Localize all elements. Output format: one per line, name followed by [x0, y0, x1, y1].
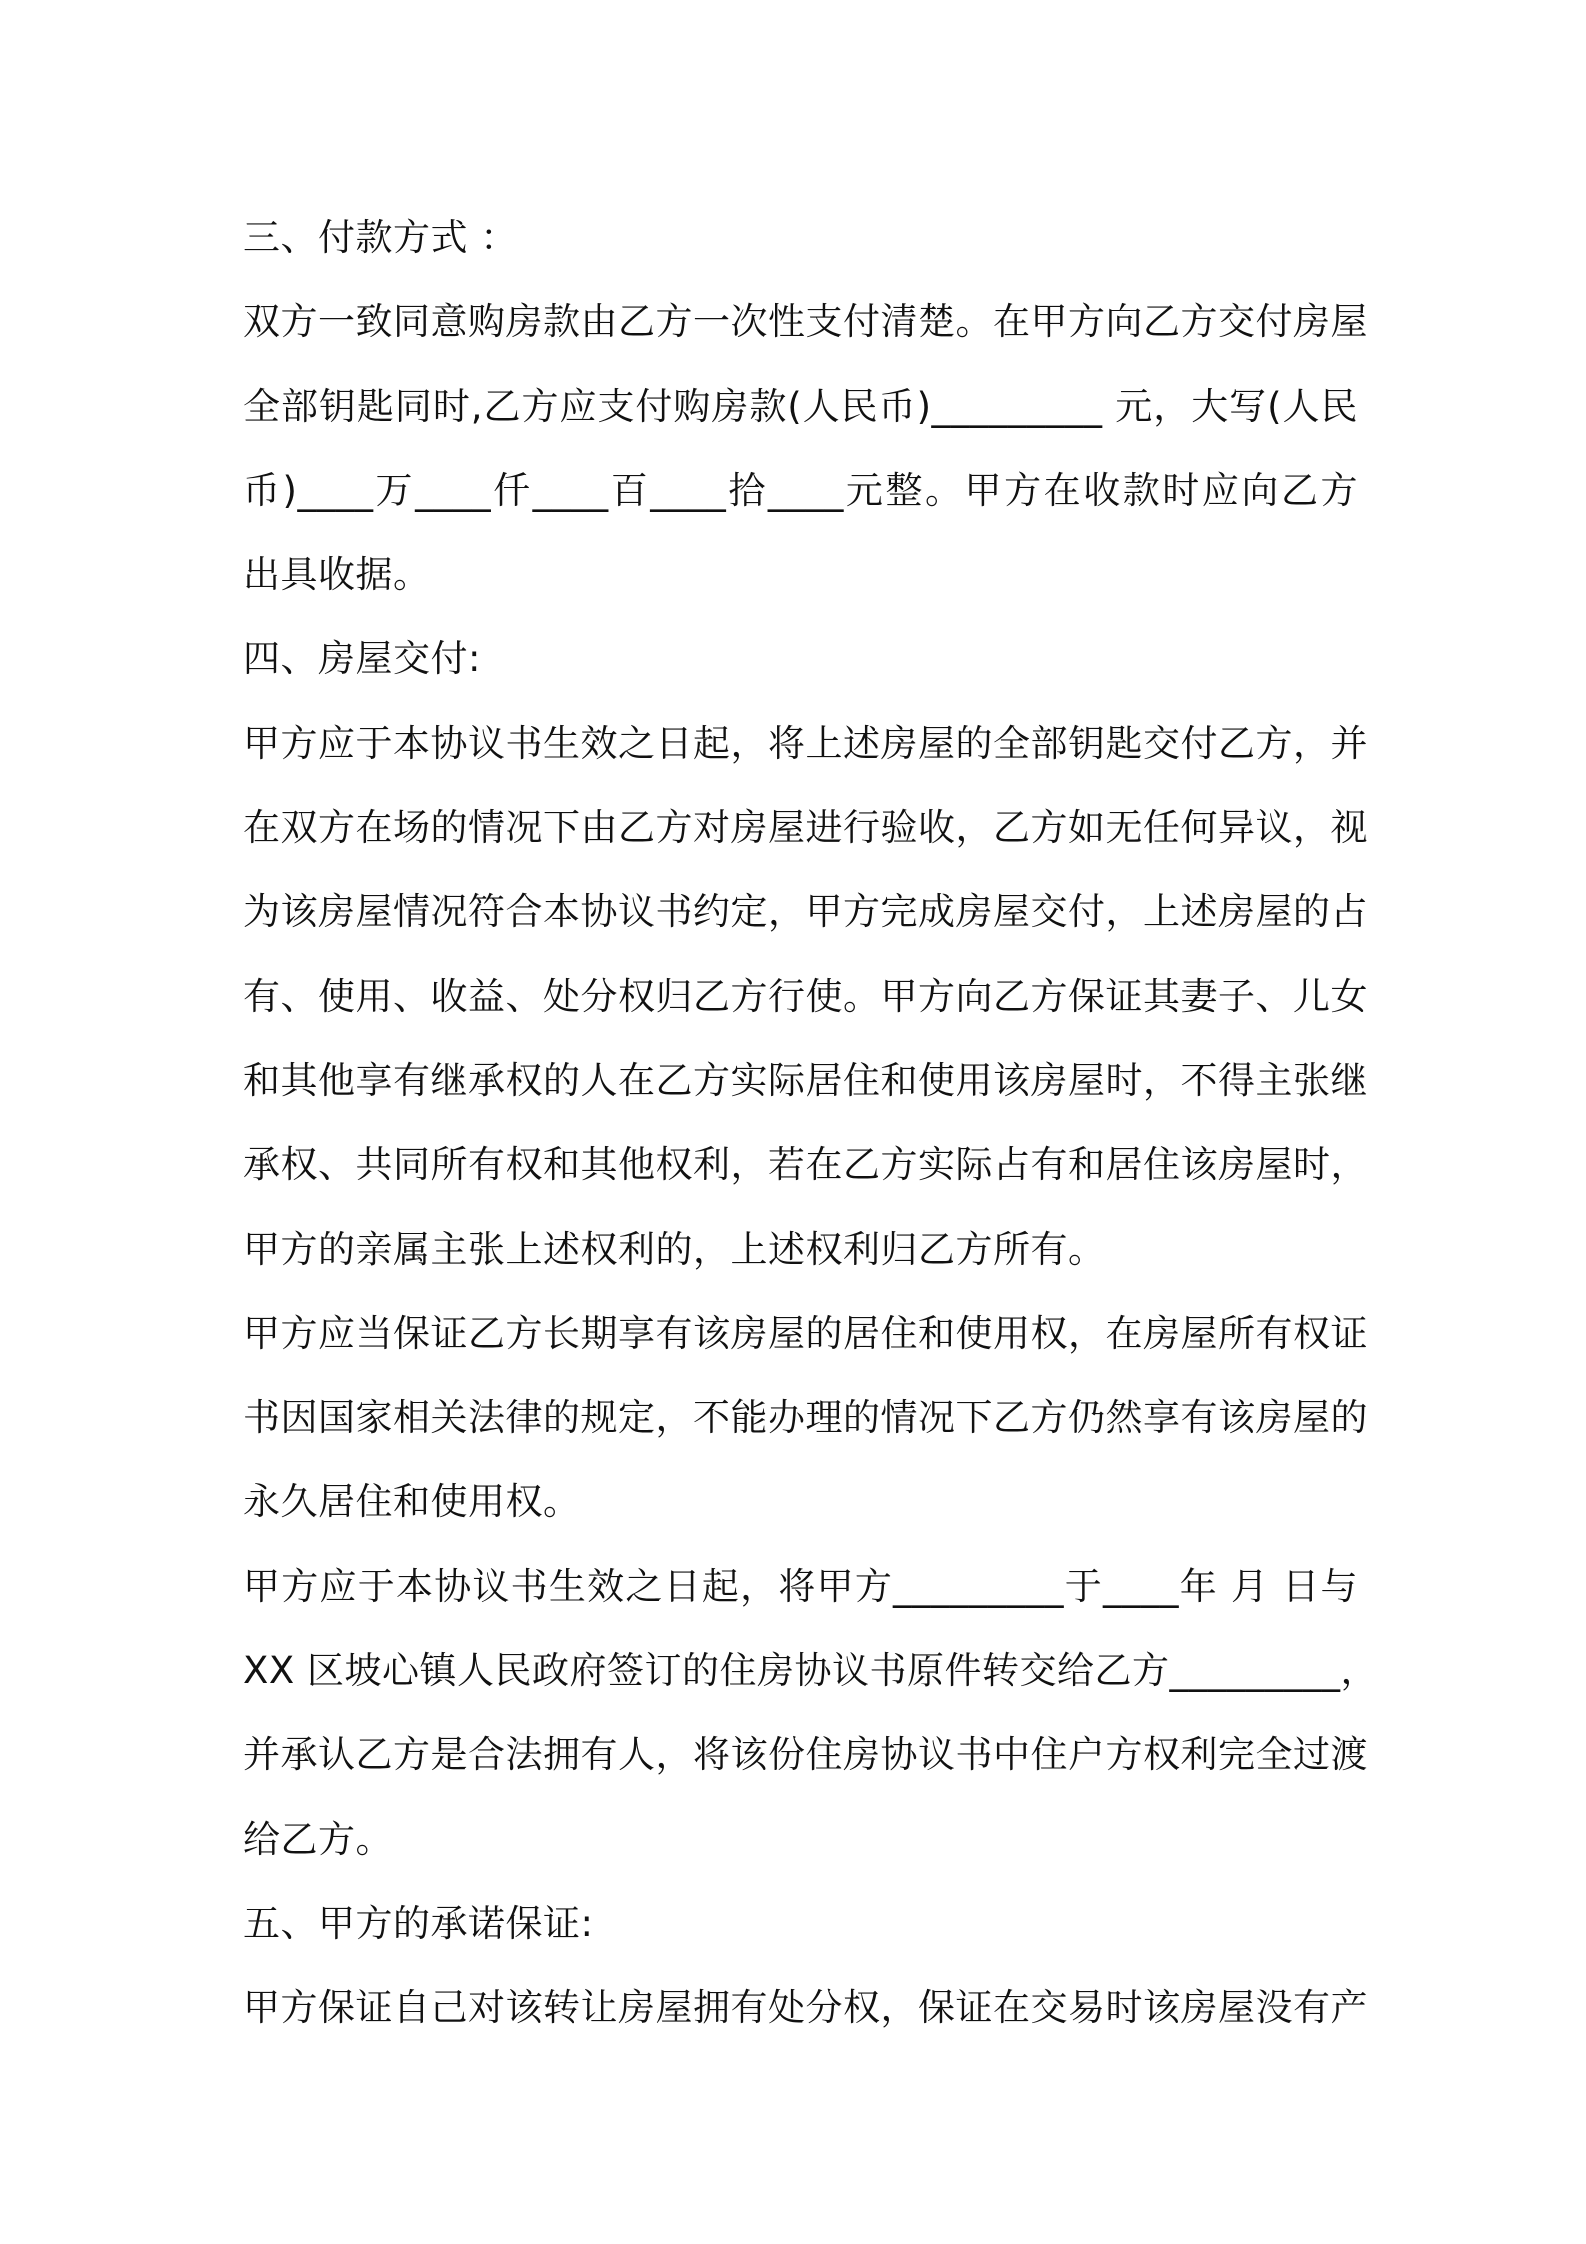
paragraph-line: 书因国家相关法律的规定，不能办理的情况下乙方仍然享有该房屋的 — [243, 1396, 1368, 1440]
paragraph-line: 甲方保证自己对该转让房屋拥有处分权，保证在交易时该房屋没有产 — [243, 1986, 1368, 2030]
paragraph-line: 甲方应于本协议书生效之日起，将甲方_________于____年 月 日与 — [243, 1564, 1358, 1608]
paragraph-line: 并承认乙方是合法拥有人，将该份住房协议书中住户方权利完全过渡 — [243, 1733, 1368, 1777]
paragraph-line: 甲方应当保证乙方长期享有该房屋的居住和使用权，在房屋所有权证 — [243, 1311, 1368, 1355]
document-body — [243, 196, 1378, 2051]
paragraph-line: 双方一致同意购房款由乙方一次性支付清楚。在甲方向乙方交付房屋 — [243, 300, 1368, 344]
paragraph-line: 全部钥匙同时,乙方应支付购房款(人民币)_________ 元，大写(人民 — [243, 384, 1358, 428]
section-heading-payment: 三、付款方式 ： — [243, 216, 518, 259]
paragraph-line: 币)____万____仟____百____拾____元整。甲方在收款时应向乙方 — [243, 468, 1358, 512]
paragraph-line: 承权、共同所有权和其他权利，若在乙方实际占有和居住该房屋时， — [243, 1143, 1368, 1187]
section-heading-delivery: 四、房屋交付: — [243, 637, 481, 681]
paragraph-line: 甲方应于本协议书生效之日起，将上述房屋的全部钥匙交付乙方，并 — [243, 721, 1368, 765]
paragraph-line: 给乙方。 — [243, 1817, 393, 1861]
section-heading-guarantee: 五、甲方的承诺保证: — [243, 1901, 594, 1945]
paragraph-line: XX 区坡心镇人民政府签订的住房协议书原件转交给乙方_________， — [243, 1649, 1378, 1693]
paragraph-line: 出具收据。 — [243, 553, 431, 597]
paragraph-line: 永久居住和使用权。 — [243, 1480, 581, 1524]
paragraph-line: 有、使用、收益、处分权归乙方行使。甲方向乙方保证其妻子、儿女 — [243, 974, 1368, 1018]
paragraph-line: 甲方的亲属主张上述权利的，上述权利归乙方所有。 — [243, 1227, 1106, 1271]
paragraph-line: 在双方在场的情况下由乙方对房屋进行验收，乙方如无任何异议，视 — [243, 806, 1368, 850]
paragraph-line: 为该房屋情况符合本协议书约定，甲方完成房屋交付，上述房屋的占 — [243, 890, 1368, 934]
paragraph-line: 和其他享有继承权的人在乙方实际居住和使用该房屋时，不得主张继 — [243, 1058, 1368, 1102]
